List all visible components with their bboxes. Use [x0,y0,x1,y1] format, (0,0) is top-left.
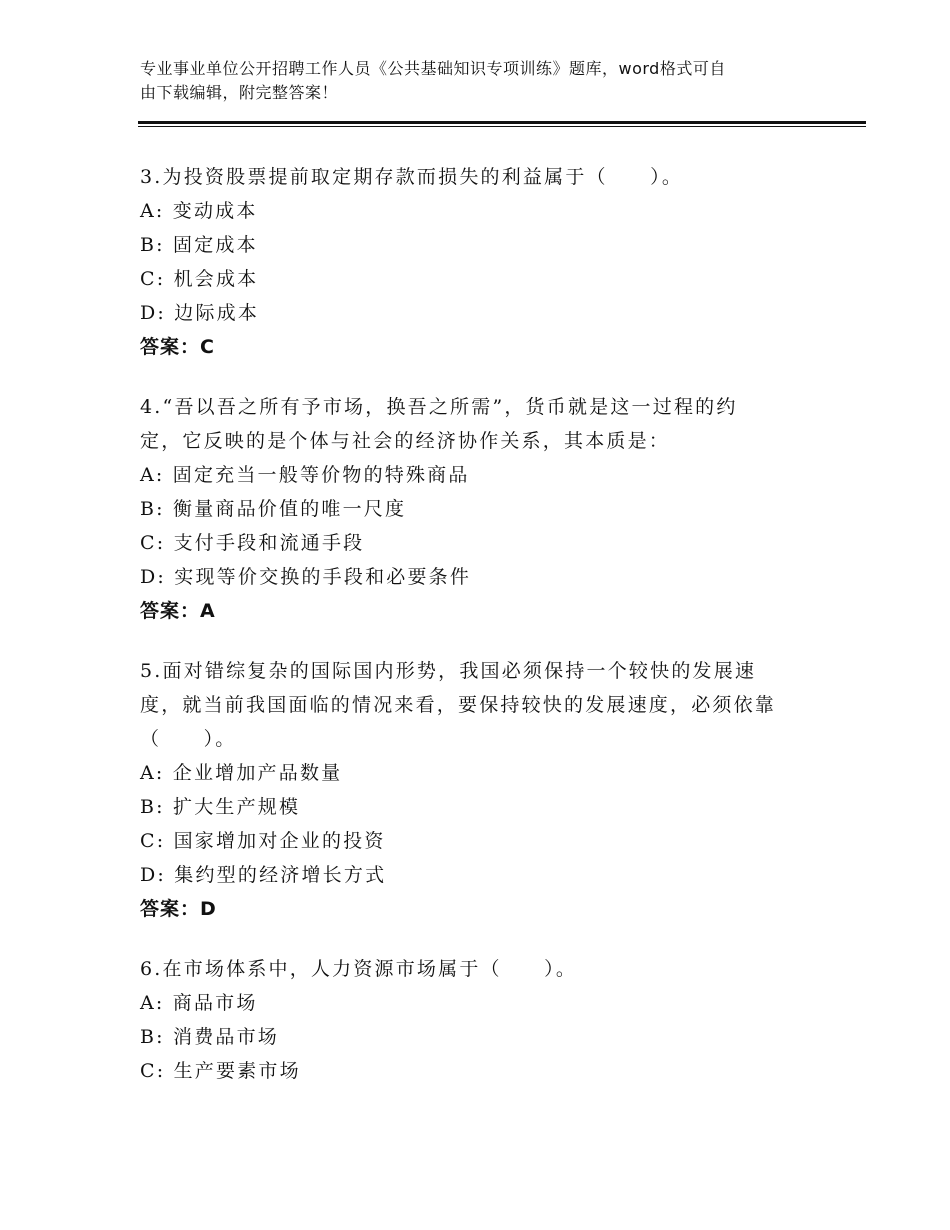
header-rule-thick [138,121,866,124]
question-5 [140,654,820,926]
question-text: 4.“吾以吾之所有予市场，换吾之所需”，货币就是这一过程的约 [140,396,738,418]
option-d: D: 集约型的经济增长方式 [140,864,387,886]
option-b: B: 衡量商品价值的唯一尺度 [140,498,407,520]
question-4 [140,390,820,628]
question-text: 3.为投资股票提前取定期存款而损失的利益属于（ ）。 [140,166,684,188]
header-line-1: 专业事业单位公开招聘工作人员《公共基础知识专项训练》题库，word格式可自 [140,59,726,78]
option-b: B: 消费品市场 [140,1026,280,1048]
option-b: B: 固定成本 [140,234,258,256]
answer: 答案：D [140,898,217,920]
answer: 答案：A [140,600,216,622]
question-text: 5.面对错综复杂的国际国内形势，我国必须保持一个较快的发展速 [140,660,757,682]
question-text: 6.在市场体系中，人力资源市场属于（ ）。 [140,958,578,980]
document-header [140,57,820,105]
option-b: B: 扩大生产规模 [140,796,301,818]
question-text: 度，就当前我国面临的情况来看，要保持较快的发展速度，必须依靠 [140,694,777,716]
question-6 [140,952,820,1088]
question-list [140,160,820,1114]
option-c: C: 机会成本 [140,268,259,290]
header-rule-thin [138,126,866,127]
option-c: C: 生产要素市场 [140,1060,301,1082]
option-a: A: 变动成本 [140,200,258,222]
question-text: 定，它反映的是个体与社会的经济协作关系，其本质是： [140,430,671,452]
option-a: A: 固定充当一般等价物的特殊商品 [140,464,470,486]
question-text: （ ）。 [140,728,237,750]
option-c: C: 支付手段和流通手段 [140,532,365,554]
header-line-2: 由下载编辑，附完整答案！ [140,83,339,102]
option-a: A: 企业增加产品数量 [140,762,343,784]
option-c: C: 国家增加对企业的投资 [140,830,386,852]
option-d: D: 边际成本 [140,302,260,324]
option-a: A: 商品市场 [140,992,258,1014]
option-d: D: 实现等价交换的手段和必要条件 [140,566,472,588]
answer: 答案：C [140,336,215,358]
question-3 [140,160,820,364]
